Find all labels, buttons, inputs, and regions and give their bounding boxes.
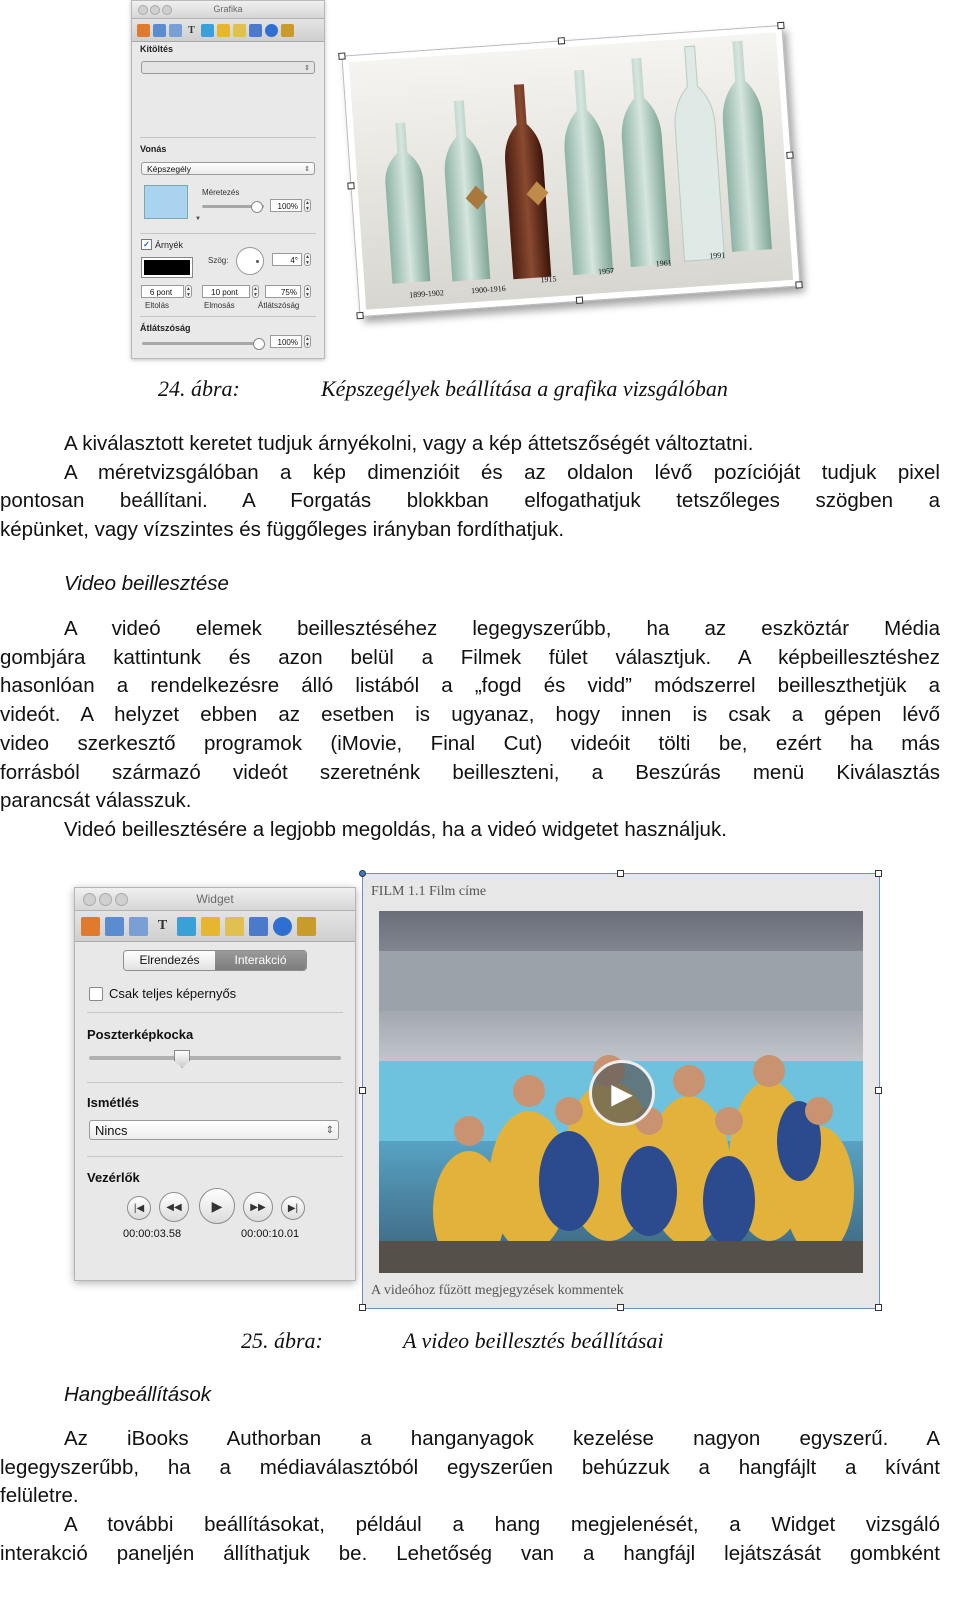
shadow-opacity-label: Átlátszóság [258,301,300,310]
offset-field[interactable]: 6 pont [141,285,184,298]
graphic-icon[interactable] [177,917,196,936]
shadow-opacity-field[interactable]: 75% [265,285,301,298]
text-line: képünket, vagy vízszintes és függőleges irányban fordíthatjuk. [0,518,565,542]
year-label: 1991 [708,250,726,261]
text-layout-icon[interactable] [169,24,182,37]
scale-label: Méretezés [202,188,240,197]
resize-handle[interactable] [786,151,793,158]
year-label: 1961 [655,258,672,269]
text-line: gombjára kattintunk és azon belül a Filmek fület választjuk. A képbeillesztéshez [0,645,940,669]
frame-preview-swatch[interactable] [144,185,188,219]
resize-handle[interactable] [359,1087,366,1094]
resize-handle[interactable] [359,1304,366,1311]
divider [140,137,316,138]
text-line: hasonlóan a rendelkezésre álló listából a „fogd és vidd” módszerrel beilleszthetjük a [0,674,940,698]
chart-icon[interactable] [249,24,262,37]
text-line: parancsát válasszuk. [0,789,192,813]
opacity-label: Átlátszóság [140,323,191,333]
figure-25-number: 25. ábra: [241,1328,323,1353]
text-icon[interactable]: T [157,918,168,933]
text-line: forrásból származó videót szeretnénk beilleszteni, a Beszúrás menü Kiválasztás [0,760,940,784]
gear-icon[interactable] [297,917,316,936]
film-title: FILM 1.1 Film címe [371,884,487,899]
scale-slider-knob[interactable] [251,201,263,213]
tab-layout[interactable]: Elrendezés [124,951,215,970]
layout-icon[interactable] [105,917,124,936]
opacity-slider-track[interactable] [142,342,264,345]
table-icon[interactable] [225,917,244,936]
text-line: felületre. [0,1484,79,1508]
play-icon[interactable]: ▶ [199,1188,235,1224]
shadow-checkbox-row[interactable] [141,239,183,250]
text-line: video szerkesztő programok (iMovie, Final Cut) videóit tölti be, ezért ha más [0,731,940,755]
inspector-toolbar [132,19,324,42]
shadow-checkbox[interactable]: ✓ [141,239,152,250]
fast-forward-icon[interactable]: ▶▶ [243,1192,273,1222]
angle-label: Szög: [208,256,229,265]
fullscreen-label: Csak teljes képernyős [109,986,237,1001]
resize-handle[interactable] [338,52,345,59]
blur-stepper[interactable]: ▲ ▼ [253,286,258,298]
document-icon[interactable] [137,24,150,37]
widget-tab-switch [123,950,307,971]
widget-titlebar [75,888,355,911]
resize-handle[interactable] [777,22,784,29]
text-icon[interactable]: T [188,24,195,36]
text-line: Videó beillesztésére a legjobb megoldás, ha a videó widgetet használjuk. [64,817,727,841]
stroke-label: Vonás [140,144,167,154]
text-line: A további beállításokat, például a hang megjelenését, a Widget vizsgáló [64,1513,940,1537]
shadow-opacity-stepper[interactable]: ▲ ▼ [305,286,310,298]
year-label: 1915 [540,274,557,285]
play-button-icon[interactable]: ▶ [589,1060,655,1126]
inspector-titlebar [132,1,324,19]
angle-dial[interactable] [236,247,264,275]
scale-stepper[interactable]: ▲ ▼ [305,200,310,212]
shadow-label: Árnyék [155,239,184,250]
text-line: A kiválasztott keretet tudjuk árnyékolni, vagy a kép áttetszőségét változtatni. [64,432,754,455]
skip-forward-icon[interactable]: ▶| [281,1196,305,1220]
divider [140,316,316,317]
chart-icon[interactable] [249,917,268,936]
skip-back-icon[interactable]: |◀ [127,1196,151,1220]
heading-video: Video beillesztése [64,572,229,595]
widget-toolbar [75,911,355,942]
repeat-label: Ismétlés [87,1095,140,1110]
fill-label: Kitöltés [140,44,174,54]
year-label: 1899-1902 [408,288,445,300]
start-time: 00:00:03.58 [123,1228,182,1240]
poster-frame-label: Poszterképkocka [87,1027,194,1042]
offset-label: Eltolás [145,301,170,310]
text-layout-icon[interactable] [129,917,148,936]
scale-field[interactable]: 100% [270,199,302,212]
poster-frame-slider-knob[interactable] [174,1050,190,1068]
offset-stepper[interactable]: ▲ ▼ [186,286,191,298]
resize-handle[interactable] [617,870,624,877]
text-line: interakció paneljén állíthatjuk be. Lehetőség van a hangfájl lejátszását gombként [0,1541,940,1565]
paragraph-2 [0,615,940,845]
pencil-icon[interactable] [217,24,230,37]
graphic-inspector-panel [131,0,325,359]
text-line: videót. A helyzet ebben az esetben is ugyanaz, hogy innen is csak a gépen lévő [0,703,940,727]
figure-24-number: 24. ábra: [158,376,240,401]
divider [87,1012,343,1013]
pencil-icon[interactable] [201,917,220,936]
repeat-select[interactable]: Nincs ⇕ [89,1120,339,1140]
opacity-field[interactable]: 100% [270,335,302,348]
end-time: 00:00:10.01 [241,1228,300,1240]
layout-icon[interactable] [153,24,166,37]
resize-handle[interactable] [576,296,583,303]
resize-handle[interactable] [347,182,354,189]
blur-label: Elmosás [204,301,235,310]
text-line: A videó elemek beillesztéséhez legegyszerűbb, ha az eszköztár Média [64,617,940,640]
text-line: legegyszerűbb, ha a médiaválasztóból egyszerűen behúzzuk a hangfájlt a kívánt [0,1455,940,1479]
fullscreen-checkbox[interactable] [89,987,103,1001]
link-icon[interactable] [265,24,278,37]
blur-field[interactable]: 10 pont [202,285,250,298]
divider [140,233,316,234]
text-line: Az iBooks Authorban a hanganyagok kezelése nagyon egyszerű. A [64,1427,940,1450]
angle-field[interactable]: 4° [272,253,302,266]
inspector-title: Grafika [213,4,243,14]
divider [87,1156,343,1157]
movie-widget[interactable] [362,873,880,1309]
film-caption: A videóhoz fűzött megjegyzések kommentek [371,1283,624,1298]
heading-audio: Hangbeállítások [64,1383,212,1406]
opacity-stepper[interactable]: ▲ ▼ [305,336,310,348]
link-icon[interactable] [273,917,292,936]
fill-select[interactable]: ⇕ [141,61,315,74]
widget-inspector-title: Widget [196,892,234,906]
text-line: pontosan beállítani. A Forgatás blokkban elfogathatjuk tetszőleges szögben a [0,489,940,513]
opacity-slider-knob[interactable] [253,338,265,350]
divider [87,1082,343,1083]
chevron-down-icon[interactable]: ▼ [195,216,201,222]
graphic-icon[interactable] [201,24,214,37]
resize-handle[interactable] [795,281,802,288]
table-icon[interactable] [233,24,246,37]
figure-25-caption: A video beillesztés beállításai [403,1328,664,1353]
paragraph-4 [0,1425,940,1569]
bottle-photo-frame[interactable] [341,25,800,317]
resize-handle[interactable] [875,1087,882,1094]
paragraph-1 [0,430,940,545]
tab-interaction[interactable]: Interakció [215,951,306,970]
controls-label: Vezérlők [87,1170,140,1185]
resize-handle[interactable] [617,1304,624,1311]
year-label: 1900-1916 [470,283,507,296]
resize-handle[interactable] [875,870,882,877]
document-icon[interactable] [81,917,100,936]
poster-frame-slider-track[interactable] [89,1056,341,1060]
fullscreen-checkbox-row[interactable] [89,986,236,1001]
year-label: 1957 [597,266,615,277]
shadow-color-swatch[interactable] [142,258,192,277]
figure-24-caption: Képszegélyek beállítása a grafika vizsgálóban [321,376,728,401]
angle-stepper[interactable]: ▲ ▼ [305,254,310,266]
rewind-icon[interactable]: ◀◀ [159,1192,189,1222]
text-line: A méretvizsgálóban a kép dimenzióit és az oldalon lévő pozícióját tudjuk pixel [64,460,940,484]
resize-handle[interactable] [359,870,366,877]
resize-handle[interactable] [356,312,363,319]
widget-inspector-panel [74,887,356,1281]
bottle-photo [342,26,799,316]
resize-handle[interactable] [875,1304,882,1311]
gear-icon[interactable] [281,24,294,37]
resize-handle[interactable] [558,37,565,44]
stroke-select[interactable]: Képszegély ⇕ [141,162,315,175]
